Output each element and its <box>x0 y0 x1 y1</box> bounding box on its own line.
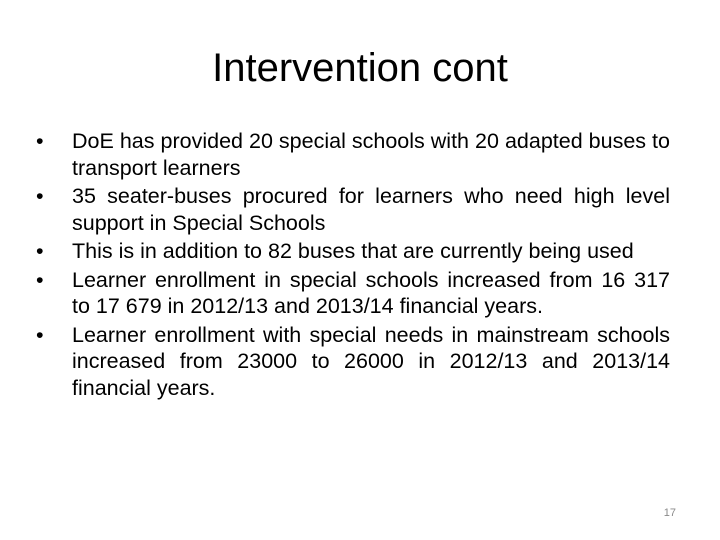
bullet-icon: • <box>36 184 44 208</box>
bullet-item-3 <box>36 238 670 265</box>
bullet-icon: • <box>36 322 44 347</box>
bullet-icon: • <box>36 129 44 153</box>
bullet-icon: • <box>36 239 44 263</box>
slide-title: Intervention cont <box>212 46 508 90</box>
bullet-text: DoЕ has provided 20 special schools with 20 adapted buses to transport learners <box>72 129 670 180</box>
bullet-list <box>36 128 670 403</box>
bullet-item-1 <box>36 128 670 181</box>
bullet-text: Learner enrollment with special needs in mainstream schools increased from 23000 to 26000 in 2012/13 and 2013/14 financial years. <box>72 322 670 400</box>
bullet-text: 35 seater-buses procured for learners who need high level support in Special Schools <box>72 184 670 235</box>
bullet-item-2 <box>36 183 670 236</box>
bullet-text: Learner enrollment in special schools increased from 16 317 to 17 679 in 2012/13 and 2013/14 financial years. <box>72 267 670 318</box>
bullet-text: This is in addition to 82 buses that are currently being used <box>72 239 634 263</box>
bullet-item-4 <box>36 267 670 320</box>
page-number: 17 <box>663 507 676 519</box>
bullet-icon: • <box>36 267 44 292</box>
bullet-item-5 <box>36 322 670 402</box>
